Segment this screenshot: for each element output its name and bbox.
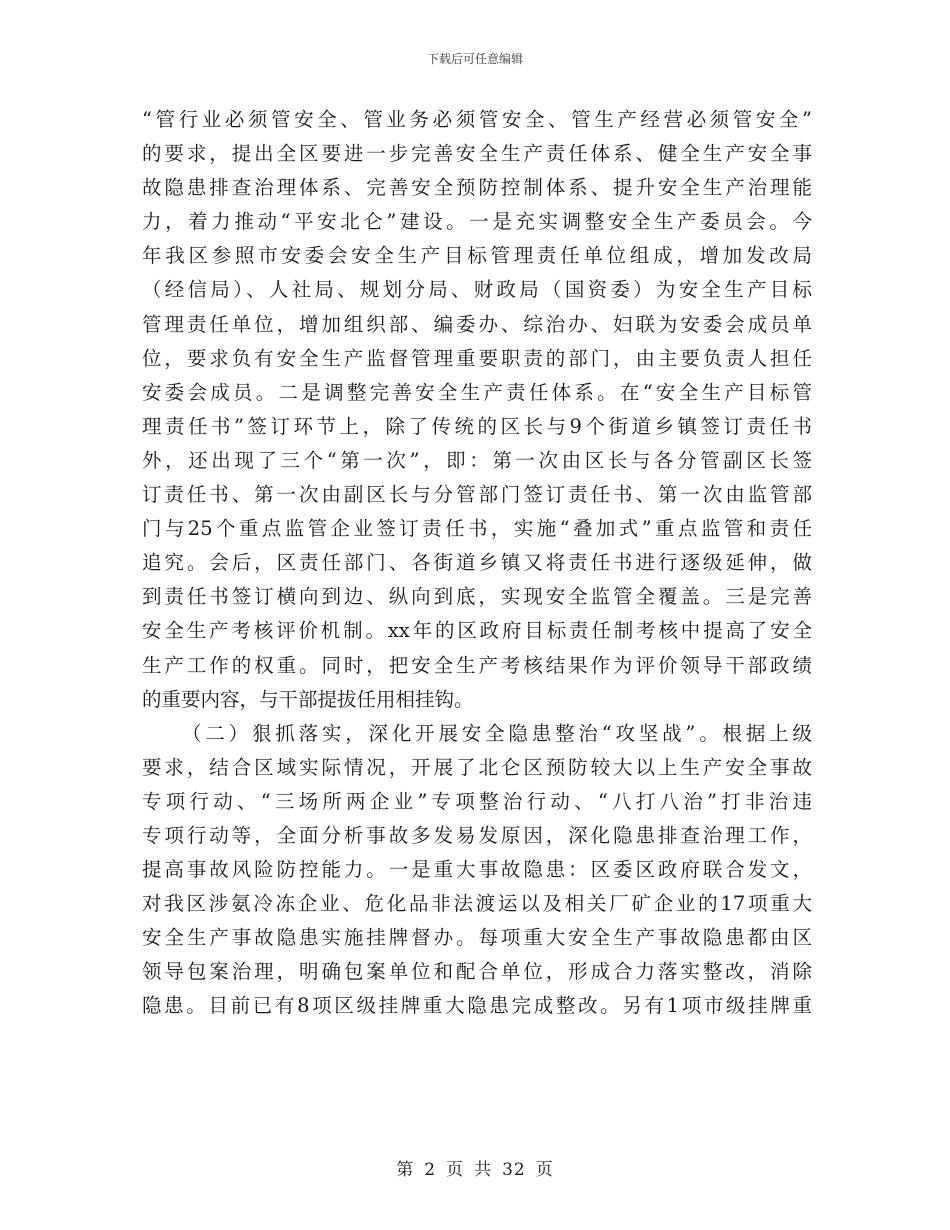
total-label-suffix: 页 bbox=[535, 1160, 554, 1180]
text-line: 订责任书、第一次由副区长与分管部门签订责任书、第一次由监管部 bbox=[142, 483, 812, 507]
text-line: （经信局）、人社局、规划分局、财政局（国资委）为安全生产目标 bbox=[142, 278, 812, 302]
text-line: 专项行动、“三场所两企业”专项整治行动、“八打八治”打非治违 bbox=[142, 789, 812, 813]
text-line: 故隐患排查治理体系、完善安全预防控制体系、提升安全生产治理能 bbox=[142, 176, 812, 200]
text-line: 专项行动等，全面分析事故多发易发原因，深化隐患排查治理工作， bbox=[142, 823, 812, 847]
document-body bbox=[142, 103, 812, 1024]
text-line: 位，要求负有安全生产监督管理重要职责的部门，由主要负责人担任 bbox=[142, 346, 812, 370]
text-line: 理责任书”签订环节上，除了传统的区长与9个街道乡镇签订责任书 bbox=[142, 414, 812, 438]
text-line: 的要求，提出全区要进一步完善安全生产责任体系、健全生产安全事 bbox=[142, 142, 812, 166]
text-line: （二）狠抓落实，深化开展安全隐患整治“攻坚战”。根据上级 bbox=[182, 721, 812, 745]
text-line: 提高事故风险防控能力。一是重大事故隐患：区委区政府联合发文， bbox=[142, 858, 812, 882]
text-line: 安全生产事故隐患实施挂牌督办。每项重大安全生产事故隐患都由区 bbox=[142, 926, 812, 950]
text-line: 安委会成员。二是调整完善安全生产责任体系。在“安全生产目标管 bbox=[142, 380, 812, 404]
total-pages: 32 bbox=[502, 1160, 526, 1180]
text-line: 的重要内容，与干部提拔任用相挂钩。 bbox=[142, 687, 474, 711]
page-number: 2 bbox=[424, 1160, 437, 1180]
page-label-prefix: 第 bbox=[396, 1160, 415, 1180]
page-label-mid: 页 bbox=[446, 1160, 465, 1180]
text-line: “管行业必须管安全、管业务必须管安全、管生产经营必须管安全” bbox=[142, 108, 812, 131]
text-line: 年我区参照市安委会安全生产目标管理责任单位组成，增加发改局 bbox=[142, 244, 812, 268]
text-line: 门与25个重点监管企业签订责任书，实施“叠加式”重点监管和责任 bbox=[142, 517, 812, 541]
total-label-prefix: 共 bbox=[474, 1160, 493, 1180]
text-line: 力，着力推动“平安北仑”建设。一是充实调整安全生产委员会。今 bbox=[142, 210, 812, 234]
text-line: 追究。会后，区责任部门、各街道乡镇又将责任书进行逐级延伸，做 bbox=[142, 551, 812, 575]
text-line: 隐患。目前已有8项区级挂牌重大隐患完成整改。另有1项市级挂牌重 bbox=[142, 994, 812, 1018]
text-line: 外，还出现了三个“第一次”，即：第一次由区长与各分管副区长签 bbox=[142, 448, 812, 472]
page-header-note: 下载后可任意编辑 bbox=[426, 52, 523, 66]
text-line: 要求，结合区域实际情况，开展了北仑区预防较大以上生产安全事故 bbox=[142, 755, 812, 779]
page-footer bbox=[0, 1155, 950, 1180]
text-line: 领导包案治理，明确包案单位和配合单位，形成合力落实整改，消除 bbox=[142, 960, 812, 984]
text-line: 生产工作的权重。同时，把安全生产考核结果作为评价领导干部政绩 bbox=[142, 653, 812, 677]
text-line: 对我区涉氨冷冻企业、危化品非法渡运以及相关厂矿企业的17项重大 bbox=[142, 892, 812, 916]
text-line: 到责任书签订横向到边、纵向到底，实现安全监管全覆盖。三是完善 bbox=[142, 585, 812, 609]
text-line: 管理责任单位，增加组织部、编委办、综治办、妇联为安委会成员单 bbox=[142, 312, 812, 336]
text-line: 安全生产考核评价机制。xx年的区政府目标责任制考核中提高了安全 bbox=[142, 619, 812, 643]
